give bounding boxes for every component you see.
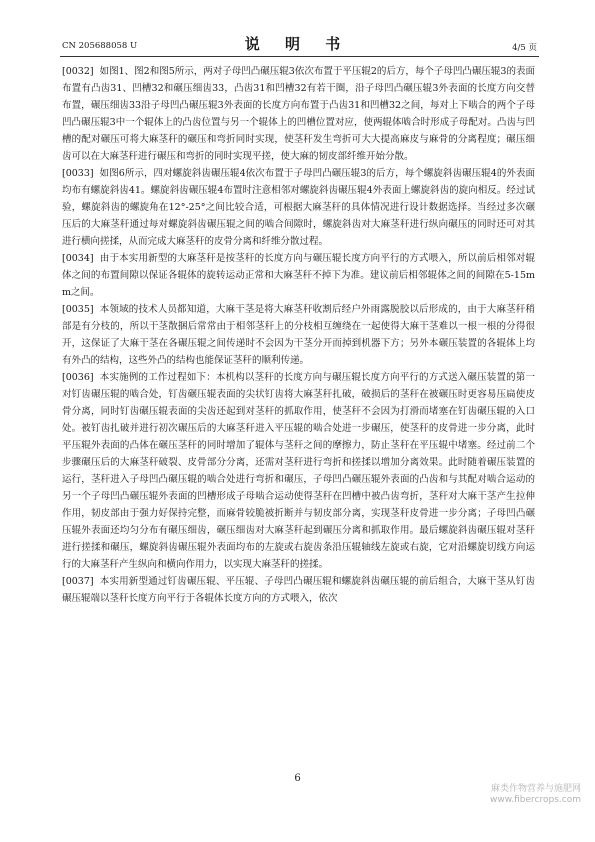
paragraph-0036: [62, 369, 535, 573]
paragraph-text: 由于本实用新型的大麻茎秆是按茎秆的长度方向与碾压辊长度方向平行的方式喂入，所以前后相邻对辊体之间的布置间隙以保证各辊体的旋转运动正常和大麻茎秆不掉下为准。建议前后相邻辊体之间的间隙在5-15mm之间。: [62, 253, 535, 298]
paragraph-text: 如图6所示，四对螺旋斜齿碾压辊4依次布置于子母凹凸碾压辊3的后方，每个螺旋斜齿碾压辊4的外表面均布有螺旋斜齿41。螺旋斜齿碾压辊4布置时注意相邻对螺旋斜齿碾压辊4外表面上螺旋斜齿的旋向相反。经过试验，螺旋斜齿的螺旋角在12°-25°之间比较合适，可根据大麻茎秆的具体情况进行设计数据选择。当经过多次碾压后的大麻茎秆通过每对螺旋斜齿碾压辊之间的啮合间隙时，螺旋斜齿对大麻茎秆进行纵向碾压的同时还可对其进行横向搓揉，从而完成大麻茎秆的皮骨分离和纤维分散过程。: [62, 168, 535, 247]
paragraph-text: 本实施例的工作过程如下：本机构以茎秆的长度方向与碾压辊长度方向平行的方式送入碾压装置的第一对钉齿碾压辊的啮合处，钉齿碾压辊表面的尖状钉齿将大麻茎秆扎破，破损后的茎秆在被碾压时更容易压扁使皮骨分离，同时钉齿碾压辊表面的尖齿还起到对茎秆的抓取作用，使茎秆不会因为打滑而堵塞在钉齿碾压辊的入口处。被钉齿扎破并进行初次碾压后的大麻茎秆进入平压辊的啮合处进一步碾压，使茎秆的皮骨进一步分离，此时平压辊外表面的凸体在碾压茎秆的同时增加了辊体与茎秆之间的摩擦力，防止茎秆在平压辊中堵塞。经过前二个步骤碾压后的大麻茎秆破裂、皮骨部分分离，还需对茎秆进行弯折和搓揉以增加分离效果。此时随着碾压装置的运行，茎秆进入子母凹凸碾压辊的啮合处进行弯折和碾压，子母凹凸碾压辊外表面的凸齿和与其配对啮合运动的另一个子母凹凸碾压辊外表面的凹槽形成子母啮合运动使得茎秆在凹槽中被凸齿弯折，茎秆对大麻干茎产生拉伸作用，韧皮部由于强力好保持完整，而麻骨较脆被折断并与韧皮部分离，实现茎秆皮骨进一步分离；子母凹凸碾压辊外表面还均匀分布有碾压细齿，碾压细齿对大麻茎秆起到碾压分离和抓取作用。最后螺旋斜齿碾压辊对茎秆进行搓揉和碾压，螺旋斜齿碾压辊外表面均布的左旋或右旋齿条沿压辊轴线左旋或右旋，它对沿螺旋切线方向运行的大麻茎秆产生纵向和横向作用力，以实现大麻茎秆的搓揉。: [62, 372, 535, 570]
paragraph-tag: [0032]: [62, 66, 94, 77]
paragraph-0033: [62, 165, 535, 250]
paragraph-tag: [0033]: [62, 168, 94, 179]
paragraph-tag: [0037]: [62, 576, 94, 587]
header-divider: [60, 56, 539, 57]
watermark-name: 麻类作物营养与施肥网: [490, 784, 581, 794]
watermark: [490, 784, 581, 806]
paragraph-text: 本实用新型通过钉齿碾压辊、平压辊、子母凹凸碾压辊和螺旋斜齿碾压辊的前后组合，大麻干茎从钉齿碾压辊端以茎秆长度方向平行于各辊体长度方向的方式喂入，依次: [62, 576, 535, 604]
page-number: 6: [294, 773, 301, 784]
paragraph-tag: [0034]: [62, 253, 94, 264]
paragraph-tag: [0035]: [62, 304, 94, 315]
page-title: 说 明 书: [244, 35, 351, 53]
paragraph-text: 如图1、图2和图5所示，两对子母凹凸碾压辊3依次布置于平压辊2的后方，每个子母凹凸碾压辊3的表面布置有凸齿31、凹槽32和碾压细齿33，凸齿31和凹槽32有若干圈，沿子母凹凸碾压辊3外表面的长度方向交替布置，碾压细齿33沿子母凹凸碾压辊3外表面的长度方向布置于凸齿31和凹槽32之间，每对上下啮合的两个子母凹凸碾压辊3中一个辊体上的凸齿位置与另一个辊体上的凹槽位置对应，使两辊体啮合时形成子母配对。凸齿与凹槽的配对碾压可将大麻茎秆的碾压和弯折同时实现，使茎秆发生弯折可大大提高麻皮与麻骨的分离程度；碾压细齿可以在大麻茎秆进行碾压和弯折的同时实现平搓，使大麻的韧皮部纤维开始分散。: [62, 66, 535, 162]
paragraph-0037: [62, 573, 535, 607]
description-body: [62, 63, 535, 607]
paragraph-text: 本领域的技术人员都知道，大麻干茎是将大麻茎秆收割后经户外雨露脱胶以后形成的，由于大麻茎秆稍部是有分枝的，所以干茎散捆后常常由于相邻茎秆上的分枝相互缠绕在一起使得大麻干茎难以一根一根的分得很开，这保证了大麻干茎在各碾压辊之间传递时不会因为干茎分开而掉到机器下方；另外本碾压装置的各辊体上均有外凸的结构，这些外凸的结构也能保证茎秆的顺利传递。: [62, 304, 535, 366]
document-number: CN 205688058 U: [62, 41, 138, 51]
paragraph-0034: [62, 250, 535, 301]
page-indicator: 4/5 页: [512, 43, 537, 53]
paragraph-tag: [0036]: [62, 372, 94, 383]
paragraph-0032: [62, 63, 535, 165]
watermark-url: www.fibercrops.com: [490, 795, 581, 805]
paragraph-0035: [62, 301, 535, 369]
